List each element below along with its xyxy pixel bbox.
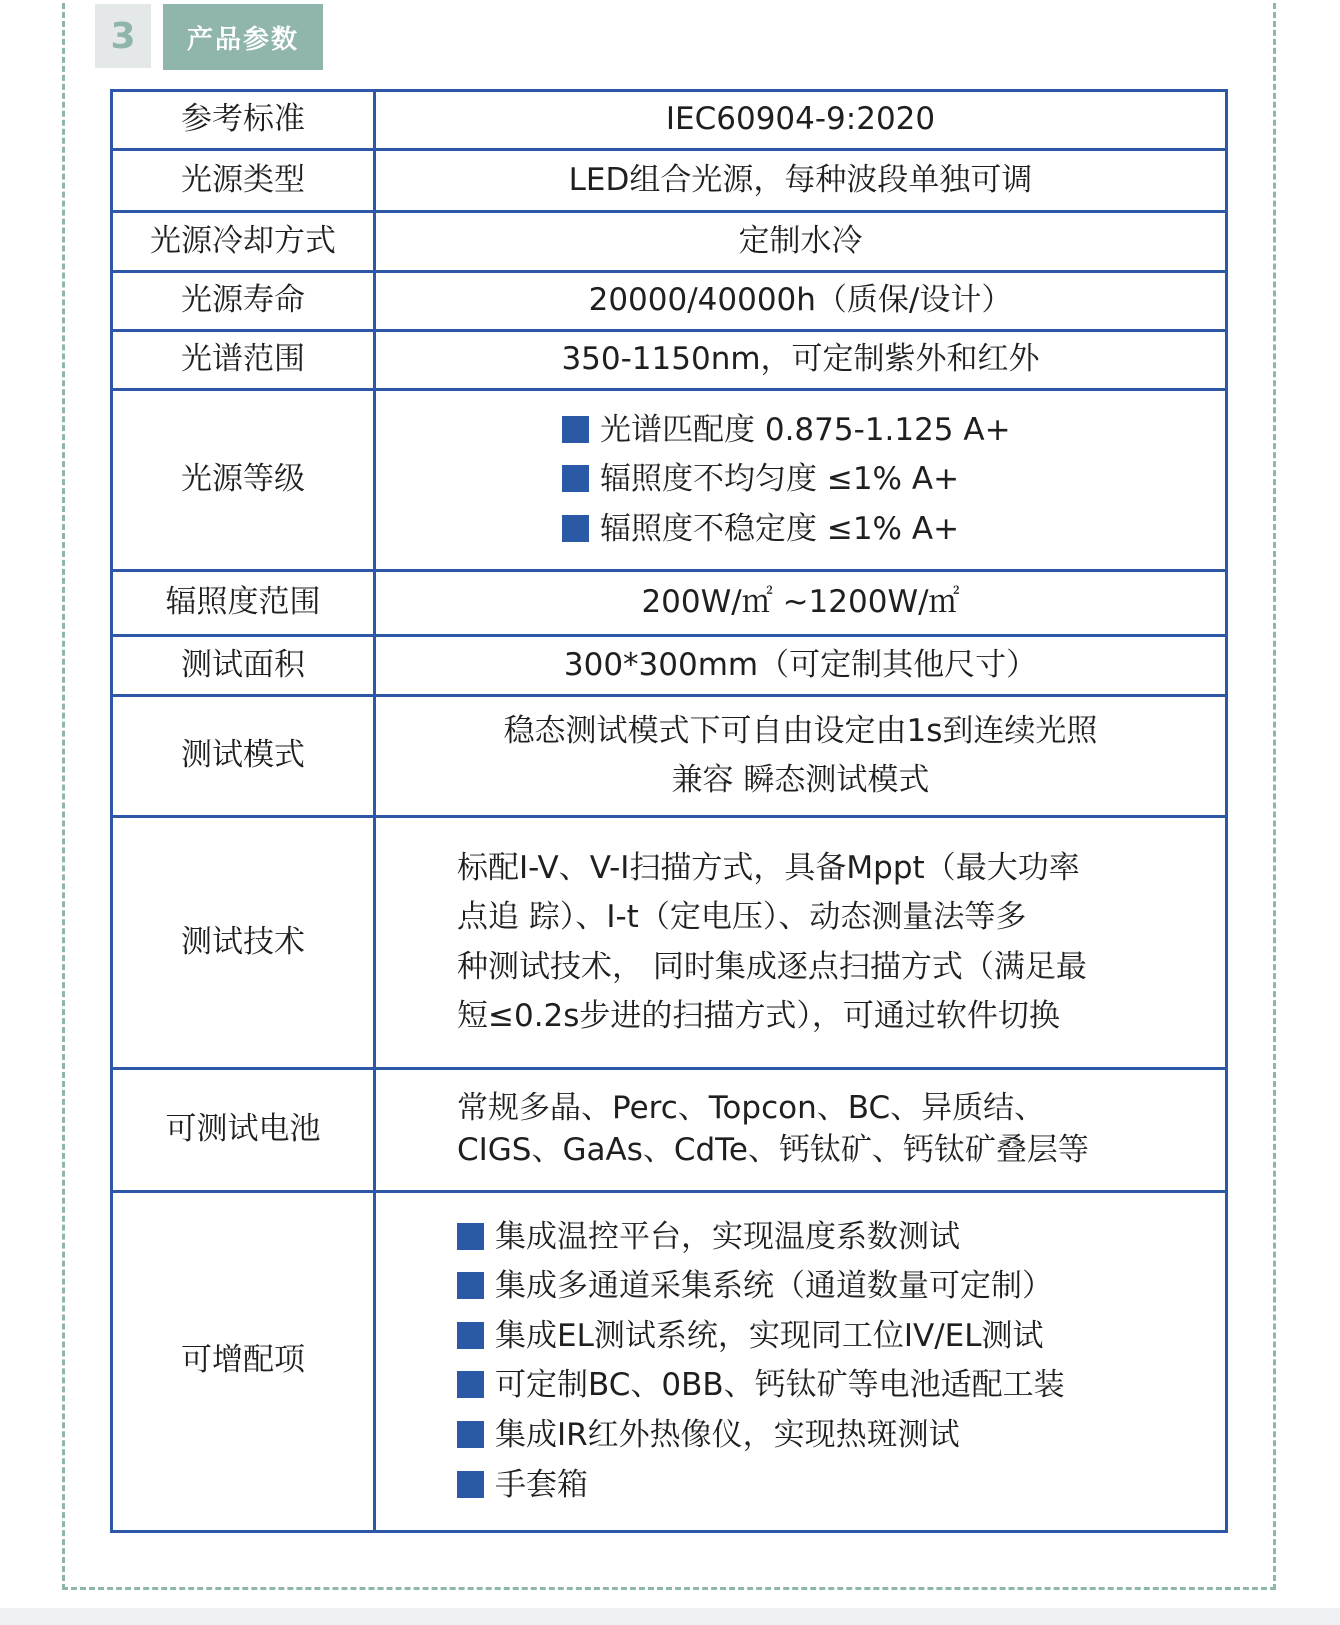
spec-table [110,89,1228,1533]
section-title: 产品参数 [163,4,323,70]
row-label: 可测试电池 [112,1069,375,1192]
table-row [112,570,1227,635]
table-row [112,636,1227,695]
value-line: 兼容 瞬态测试模式 [671,762,930,799]
value-line: 300*300mm（可定制其他尺寸） [563,646,1038,683]
table-row [112,272,1227,331]
row-value [375,331,1227,389]
row-value [375,1191,1227,1531]
row-value [375,389,1227,570]
table-row [112,150,1227,211]
row-value [375,570,1227,635]
row-label: 光源类型 [112,150,375,211]
row-value [375,636,1227,695]
square-bullet-icon [562,515,589,542]
row-value [375,150,1227,211]
square-bullet-icon [457,1471,484,1498]
row-value [375,272,1227,331]
row-label: 参考标准 [112,91,375,150]
row-value [375,817,1227,1069]
row-label: 测试技术 [112,817,375,1069]
value-line: 常规多晶、Perc、Topcon、BC、异质结、 [457,1090,1046,1127]
square-bullet-icon [457,1223,484,1250]
value-line: IEC60904-9:2020 [665,101,936,138]
row-label: 辐照度范围 [112,570,375,635]
value-line: 可定制BC、0BB、钙钛矿等电池适配工装 [457,1361,1225,1411]
value-line: 点追 踪）、I-t（定电压）、动态测量法等多 [457,899,1027,936]
value-line: 定制水冷 [738,222,863,259]
row-value [375,91,1227,150]
section-number: 3 [95,4,151,68]
value-line: 集成IR红外热像仪，实现热斑测试 [457,1411,1225,1461]
table-row [112,211,1227,271]
square-bullet-icon [457,1272,484,1299]
value-line: 集成EL测试系统，实现同工位IV/EL测试 [457,1312,1225,1362]
value-line: 辐照度不均匀度 ≤1% A+ [562,455,1225,505]
row-label: 测试模式 [112,695,375,817]
table-row [112,1191,1227,1531]
square-bullet-icon [457,1322,484,1349]
value-line: 集成温控平台，实现温度系数测试 [457,1213,1225,1263]
value-line: 350-1150nm，可定制紫外和红外 [561,341,1040,378]
row-label: 光源等级 [112,389,375,570]
square-bullet-icon [457,1371,484,1398]
row-value [375,1069,1227,1192]
row-label: 光谱范围 [112,331,375,389]
row-label: 光源冷却方式 [112,211,375,271]
row-label: 可增配项 [112,1191,375,1531]
row-value [375,211,1227,271]
row-label: 光源寿命 [112,272,375,331]
value-line: 辐照度不稳定度 ≤1% A+ [562,505,1225,555]
value-line: CIGS、GaAs、CdTe、钙钛矿、钙钛矿叠层等 [457,1131,1089,1168]
table-row [112,1069,1227,1192]
page-bottom-band [0,1608,1340,1625]
value-line: 20000/40000h（质保/设计） [588,282,1013,319]
square-bullet-icon [457,1421,484,1448]
value-line: 种测试技术， 同时集成逐点扫描方式（满足最 [457,948,1087,985]
table-row [112,695,1227,817]
table-row [112,817,1227,1069]
table-row [112,91,1227,150]
square-bullet-icon [562,465,589,492]
table-row [112,331,1227,389]
value-line: 标配I-V、V-I扫描方式，具备Mppt（最大功率 [457,849,1080,886]
value-line: 短≤0.2s步进的扫描方式），可通过软件切换 [457,998,1060,1035]
value-line: LED组合光源，每种波段单独可调 [568,161,1033,198]
row-value [375,695,1227,817]
value-line: 集成多通道采集系统（通道数量可定制） [457,1262,1225,1312]
value-line: 光谱匹配度 0.875-1.125 A+ [562,406,1225,456]
value-line: 稳态测试模式下可自由设定由1s到连续光照 [503,712,1098,749]
value-line: 手套箱 [457,1461,1225,1511]
table-row [112,389,1227,570]
value-line: 200W/㎡ ~1200W/㎡ [641,584,960,621]
square-bullet-icon [562,416,589,443]
row-label: 测试面积 [112,636,375,695]
